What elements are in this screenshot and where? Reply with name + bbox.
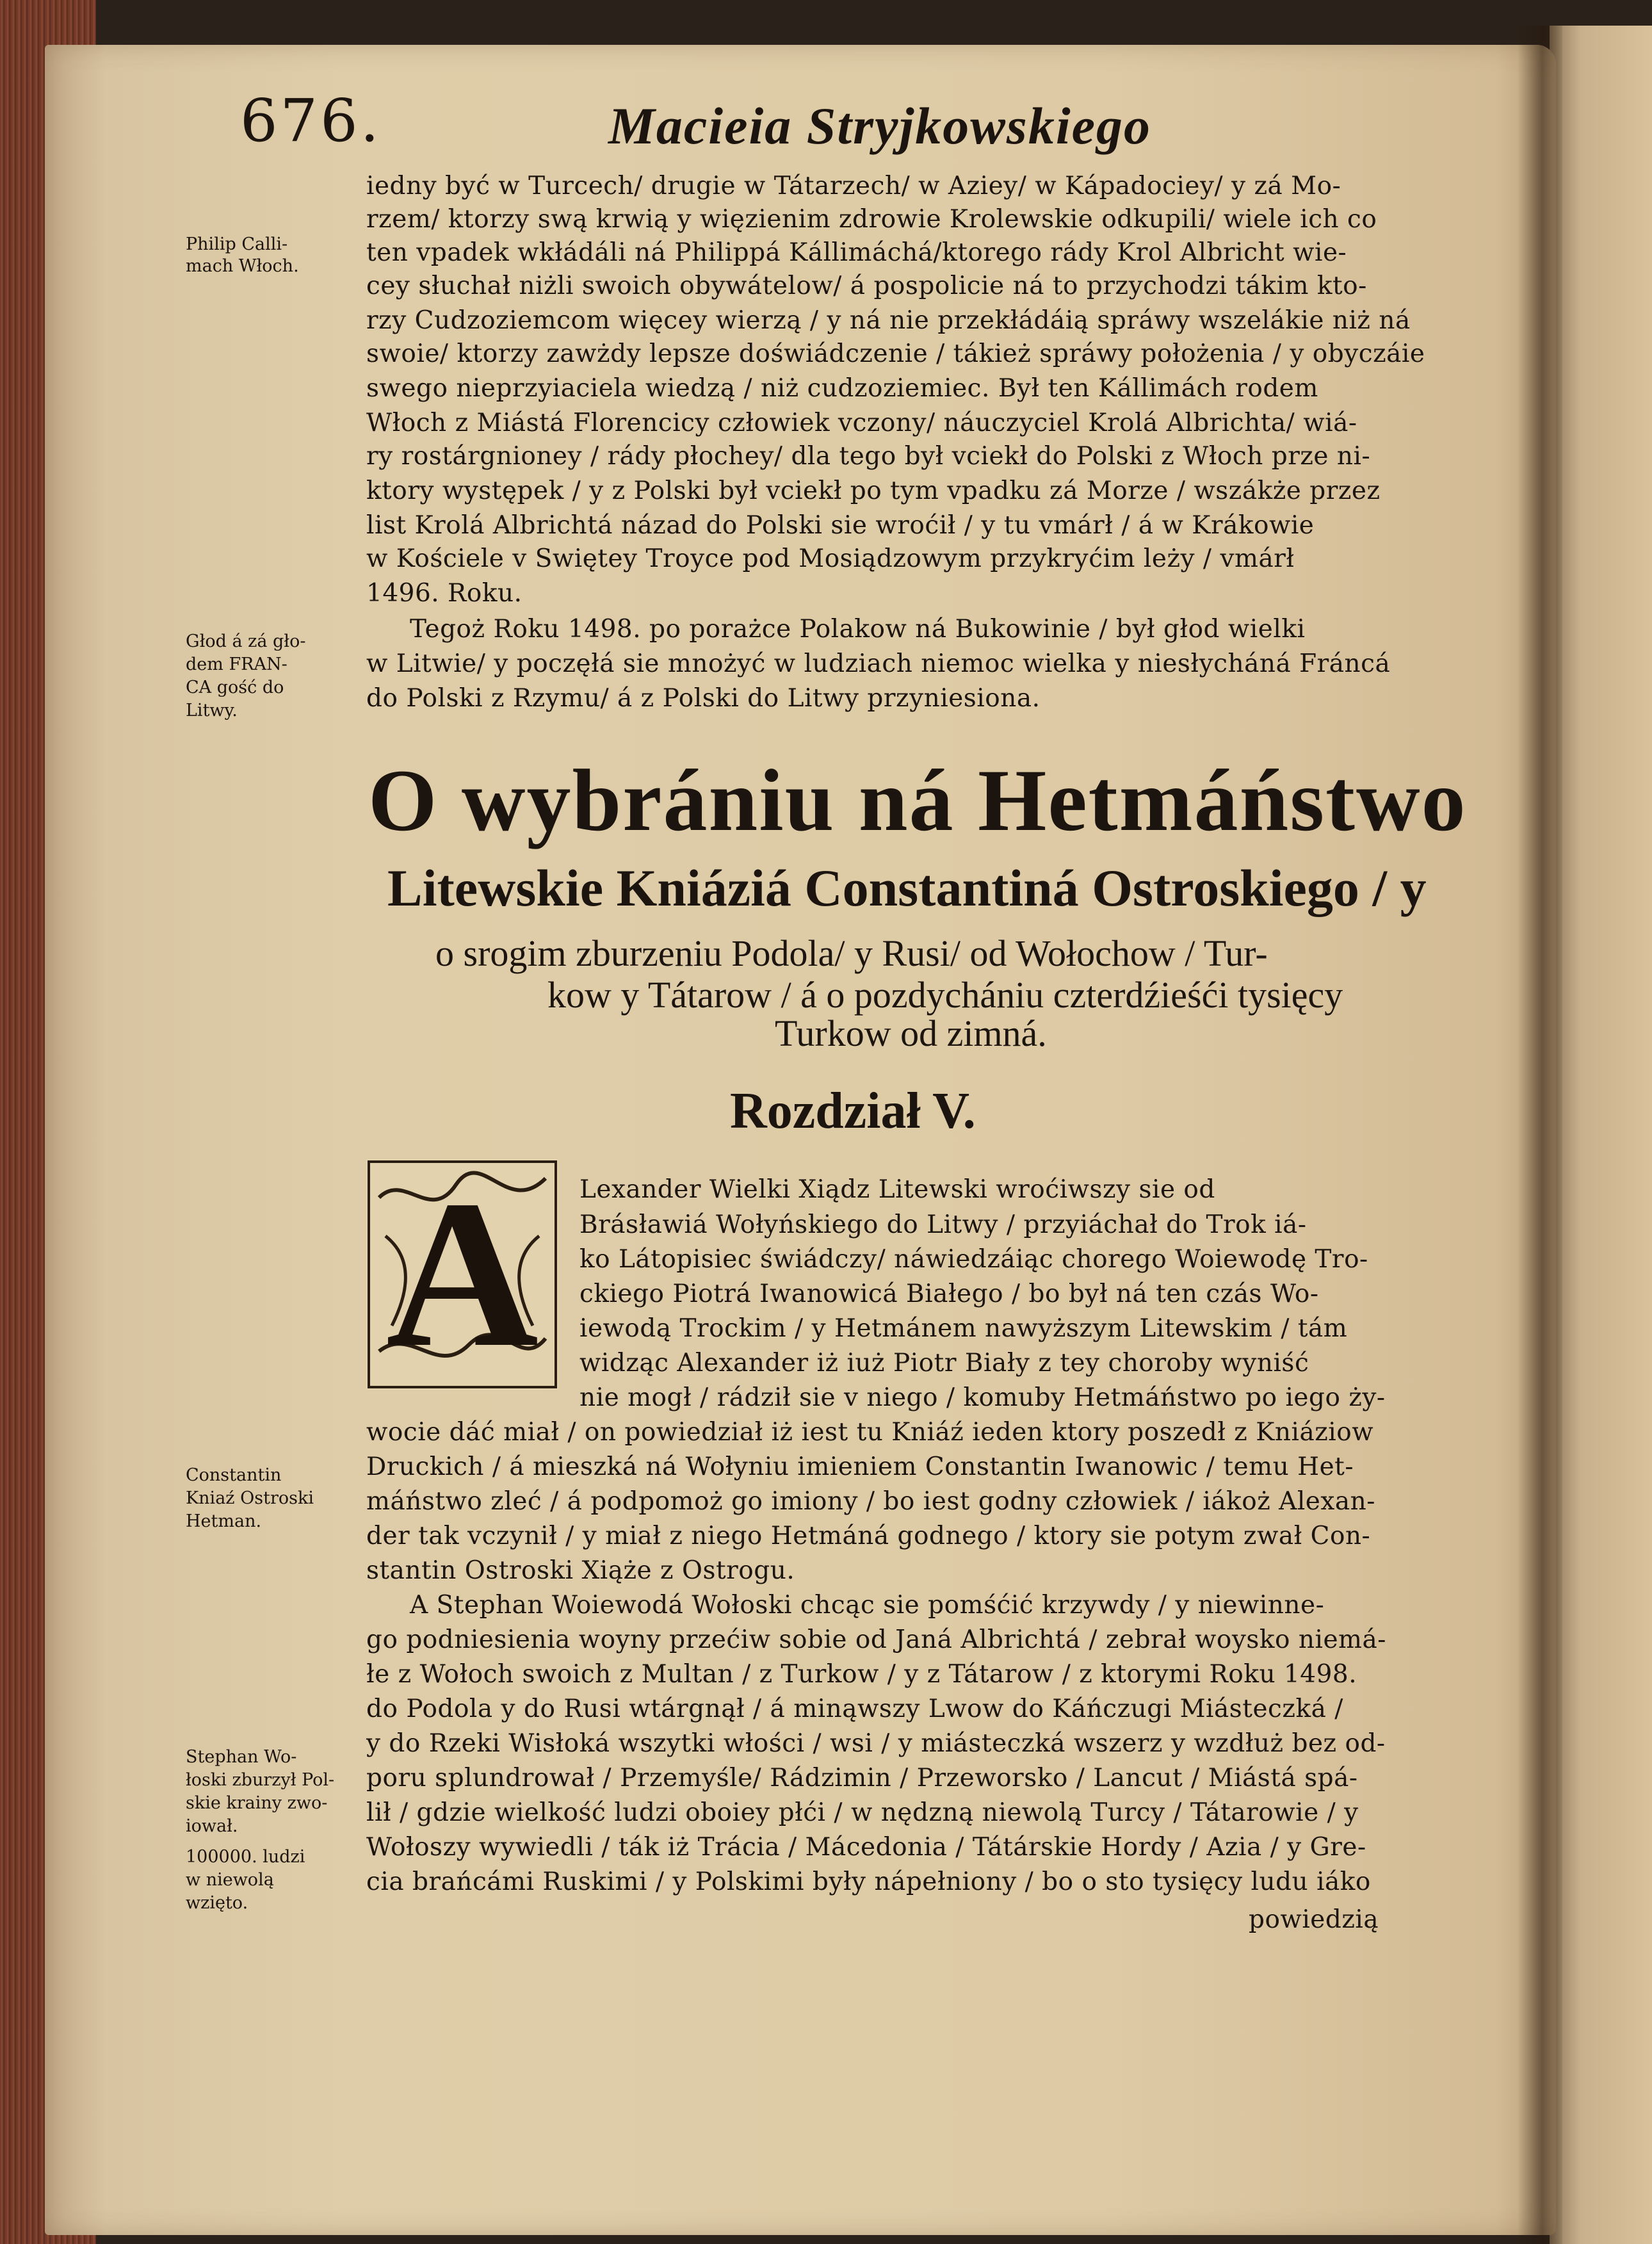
chapter-subtitle-line: Turkow od zimná. — [775, 1012, 1047, 1054]
body-line: A Stephan Woiewodá Wołoski chcąc sie pomśćić krzywdy / y niewinne- — [410, 1591, 1325, 1620]
body-line: cey słuchał niżli swoich obywátelow/ á pospolicie ná to przychodzi tákim kto- — [366, 272, 1367, 300]
margin-note-line: Philip Calli- — [186, 234, 288, 254]
book-gutter — [1518, 26, 1562, 2244]
chapter-title: O wybrániu ná Hetmáństwo — [368, 751, 1467, 849]
body-line: widząc Alexander iż iuż Piotr Biały z tey choroby wyniść — [579, 1349, 1309, 1378]
body-line: w Litwie/ y poczęłá sie mnożyć w ludziach niemoc wielka y niesłycháná Fráncá — [366, 649, 1391, 678]
margin-note-line: Stephan Wo- — [186, 1747, 297, 1767]
body-line: y do Rzeki Wisłoká wszytki włości / wsi / y miásteczká wszerz y wzdłuż bez od- — [366, 1729, 1386, 1758]
body-line: wocie dáć miał / on powiedział iż iest tu Kniáź ieden ktory poszedł z Kniáziow — [366, 1418, 1374, 1447]
body-line: der tak vczynił / y miał z niego Hetmáná godnego / ktory sie potym zwał Con- — [366, 1522, 1371, 1550]
margin-note-line: Hetman. — [186, 1511, 262, 1531]
margin-note-line: w niewolą — [186, 1870, 274, 1890]
page-number: 676. — [240, 86, 382, 155]
margin-note-line: CA gość do — [186, 678, 284, 697]
body-line: stantin Ostroski Xiąże z Ostrogu. — [366, 1556, 795, 1585]
body-line: do Polski z Rzymu/ á z Polski do Litwy przyniesiona. — [366, 684, 1041, 713]
margin-note-line: Litwy. — [186, 701, 238, 720]
margin-note-line: iował. — [186, 1816, 238, 1836]
margin-note-line: dem FRAN- — [186, 654, 287, 674]
chapter-number: Rozdział V. — [730, 1083, 976, 1139]
initial-letter: A — [385, 1157, 539, 1391]
body-line: cia brańcámi Ruskimi / y Polskimi były nápełniony / bo o sto tysięcy ludu iáko — [366, 1867, 1371, 1896]
margin-note-line: łoski zburzył Pol- — [186, 1770, 335, 1790]
margin-note-line: wzięto. — [186, 1893, 248, 1913]
body-line: ten vpadek wkłádáli ná Philippá Kállimáchá/ktorego rády Krol Albricht wie- — [366, 238, 1347, 267]
margin-note-line: skie krainy zwo- — [186, 1793, 328, 1813]
facing-page — [1550, 26, 1652, 2244]
body-line: Lexander Wielki Xiądz Litewski wroćiwszy sie od — [579, 1175, 1215, 1204]
body-line: Druckich / á mieszká ná Wołyniu imieniem Constantin Iwanowic / temu Het- — [366, 1452, 1354, 1481]
body-line: máństwo zleć / á podpomoż go imiony / bo iest godny człowiek / iákoż Alexan- — [366, 1487, 1375, 1516]
margin-note-line: Constantin — [186, 1465, 282, 1485]
body-line: nie mogł / rádził sie v niego / komuby Hetmáństwo po iego ży- — [579, 1383, 1386, 1412]
decorated-initial — [366, 1159, 558, 1390]
margin-note-line: 100000. ludzi — [186, 1847, 305, 1867]
body-line: lił / gdzie wielkość ludzi oboiey płći / w nędzną niewolą Turcy / Tátarowie / y — [366, 1798, 1359, 1827]
margin-note-line: Głod á zá gło- — [186, 631, 306, 651]
body-line: Wołoszy wywiedli / ták iż Trácia / Mácedonia / Tátárskie Hordy / Azia / y Gre- — [366, 1833, 1366, 1862]
body-line: iewodą Trockim / y Hetmánem nawyższym Litewskim / tám — [579, 1314, 1348, 1343]
body-line: iedny być w Turcech/ drugie w Tátarzech/ w Aziey/ w Kápadociey/ y zá Mo- — [366, 172, 1341, 200]
body-line: 1496. Roku. — [366, 579, 522, 608]
body-line: łe z Wołoch swoich z Multan / z Turkow / y z Tátarow / z ktorymi Roku 1498. — [366, 1660, 1357, 1689]
body-line: ckiego Piotrá Iwanowicá Białego / bo był ná ten czás Wo- — [579, 1280, 1319, 1308]
chapter-subtitle-line: o srogim zburzeniu Podola/ y Rusi/ od Wołochow / Tur- — [435, 932, 1268, 974]
body-line: list Krolá Albrichtá názad do Polski sie wroćił / y tu vmárł / á w Krákowie — [366, 511, 1315, 540]
body-line: swoie/ ktorzy zawżdy lepsze doświádczenie / tákież spráwy położenia / y obyczáie — [366, 339, 1425, 368]
chapter-subtitle-line: kow y Tátarow / á o pozdychániu czterdźieśći tysięcy — [547, 974, 1343, 1016]
body-line: do Podola y do Rusi wtárgnął / á minąwszy Lwow do Káńczugi Miásteczká / — [366, 1695, 1343, 1723]
body-line: ry rostárgnioney / rády płochey/ dla tego był vciekł do Polski z Włoch prze ni- — [366, 442, 1371, 471]
body-line: rzem/ ktorzy swą krwią y więzienim zdrowie Krolewskie odkupili/ wiele ich co — [366, 205, 1377, 234]
catchword: powiedzią — [1249, 1905, 1379, 1934]
margin-note-line: Kniaź Ostroski — [186, 1488, 314, 1508]
body-line: swego nieprzyiaciela wiedzą / niż cudzoziemiec. Był ten Kállimách rodem — [366, 374, 1318, 403]
body-line: Włoch z Miástá Florencicy człowiek vczony/ náuczyciel Krolá Albrichta/ wiá- — [366, 409, 1357, 437]
body-line: go podniesienia woyny przećiw sobie od Janá Albrichtá / zebrał woysko niemá- — [366, 1625, 1386, 1654]
body-line: poru splundrował / Przemyśle/ Rádzimin / Przeworsko / Lancut / Miástá spá- — [366, 1764, 1358, 1793]
chapter-subtitle: Litewskie Kniáziá Constantiná Ostroskiego / y — [387, 859, 1427, 917]
body-line: rzy Cudzoziemcom więcey wierzą / y ná nie przekłádáią spráwy wszelákie niż ná — [366, 306, 1411, 335]
body-line: w Kościele v Swiętey Troyce pod Mosiądzowym przykryćim leży / vmárł — [366, 544, 1295, 573]
running-head: Macieia Stryjkowskiego — [608, 97, 1152, 155]
body-line: Brásławiá Wołyńskiego do Litwy / przyiáchał do Trok iá- — [579, 1210, 1307, 1239]
body-line: ko Látopisiec świádczy/ náwiedzáiąc chorego Woiewodę Tro- — [579, 1245, 1368, 1274]
margin-note-line: mach Włoch. — [186, 256, 299, 276]
body-line: ktory występek / y z Polski był vciekł po tym vpadku zá Morze / wszákże przez — [366, 476, 1381, 505]
body-line: Tegoż Roku 1498. po porażce Polakow ná Bukowinie / był głod wielki — [410, 615, 1306, 644]
